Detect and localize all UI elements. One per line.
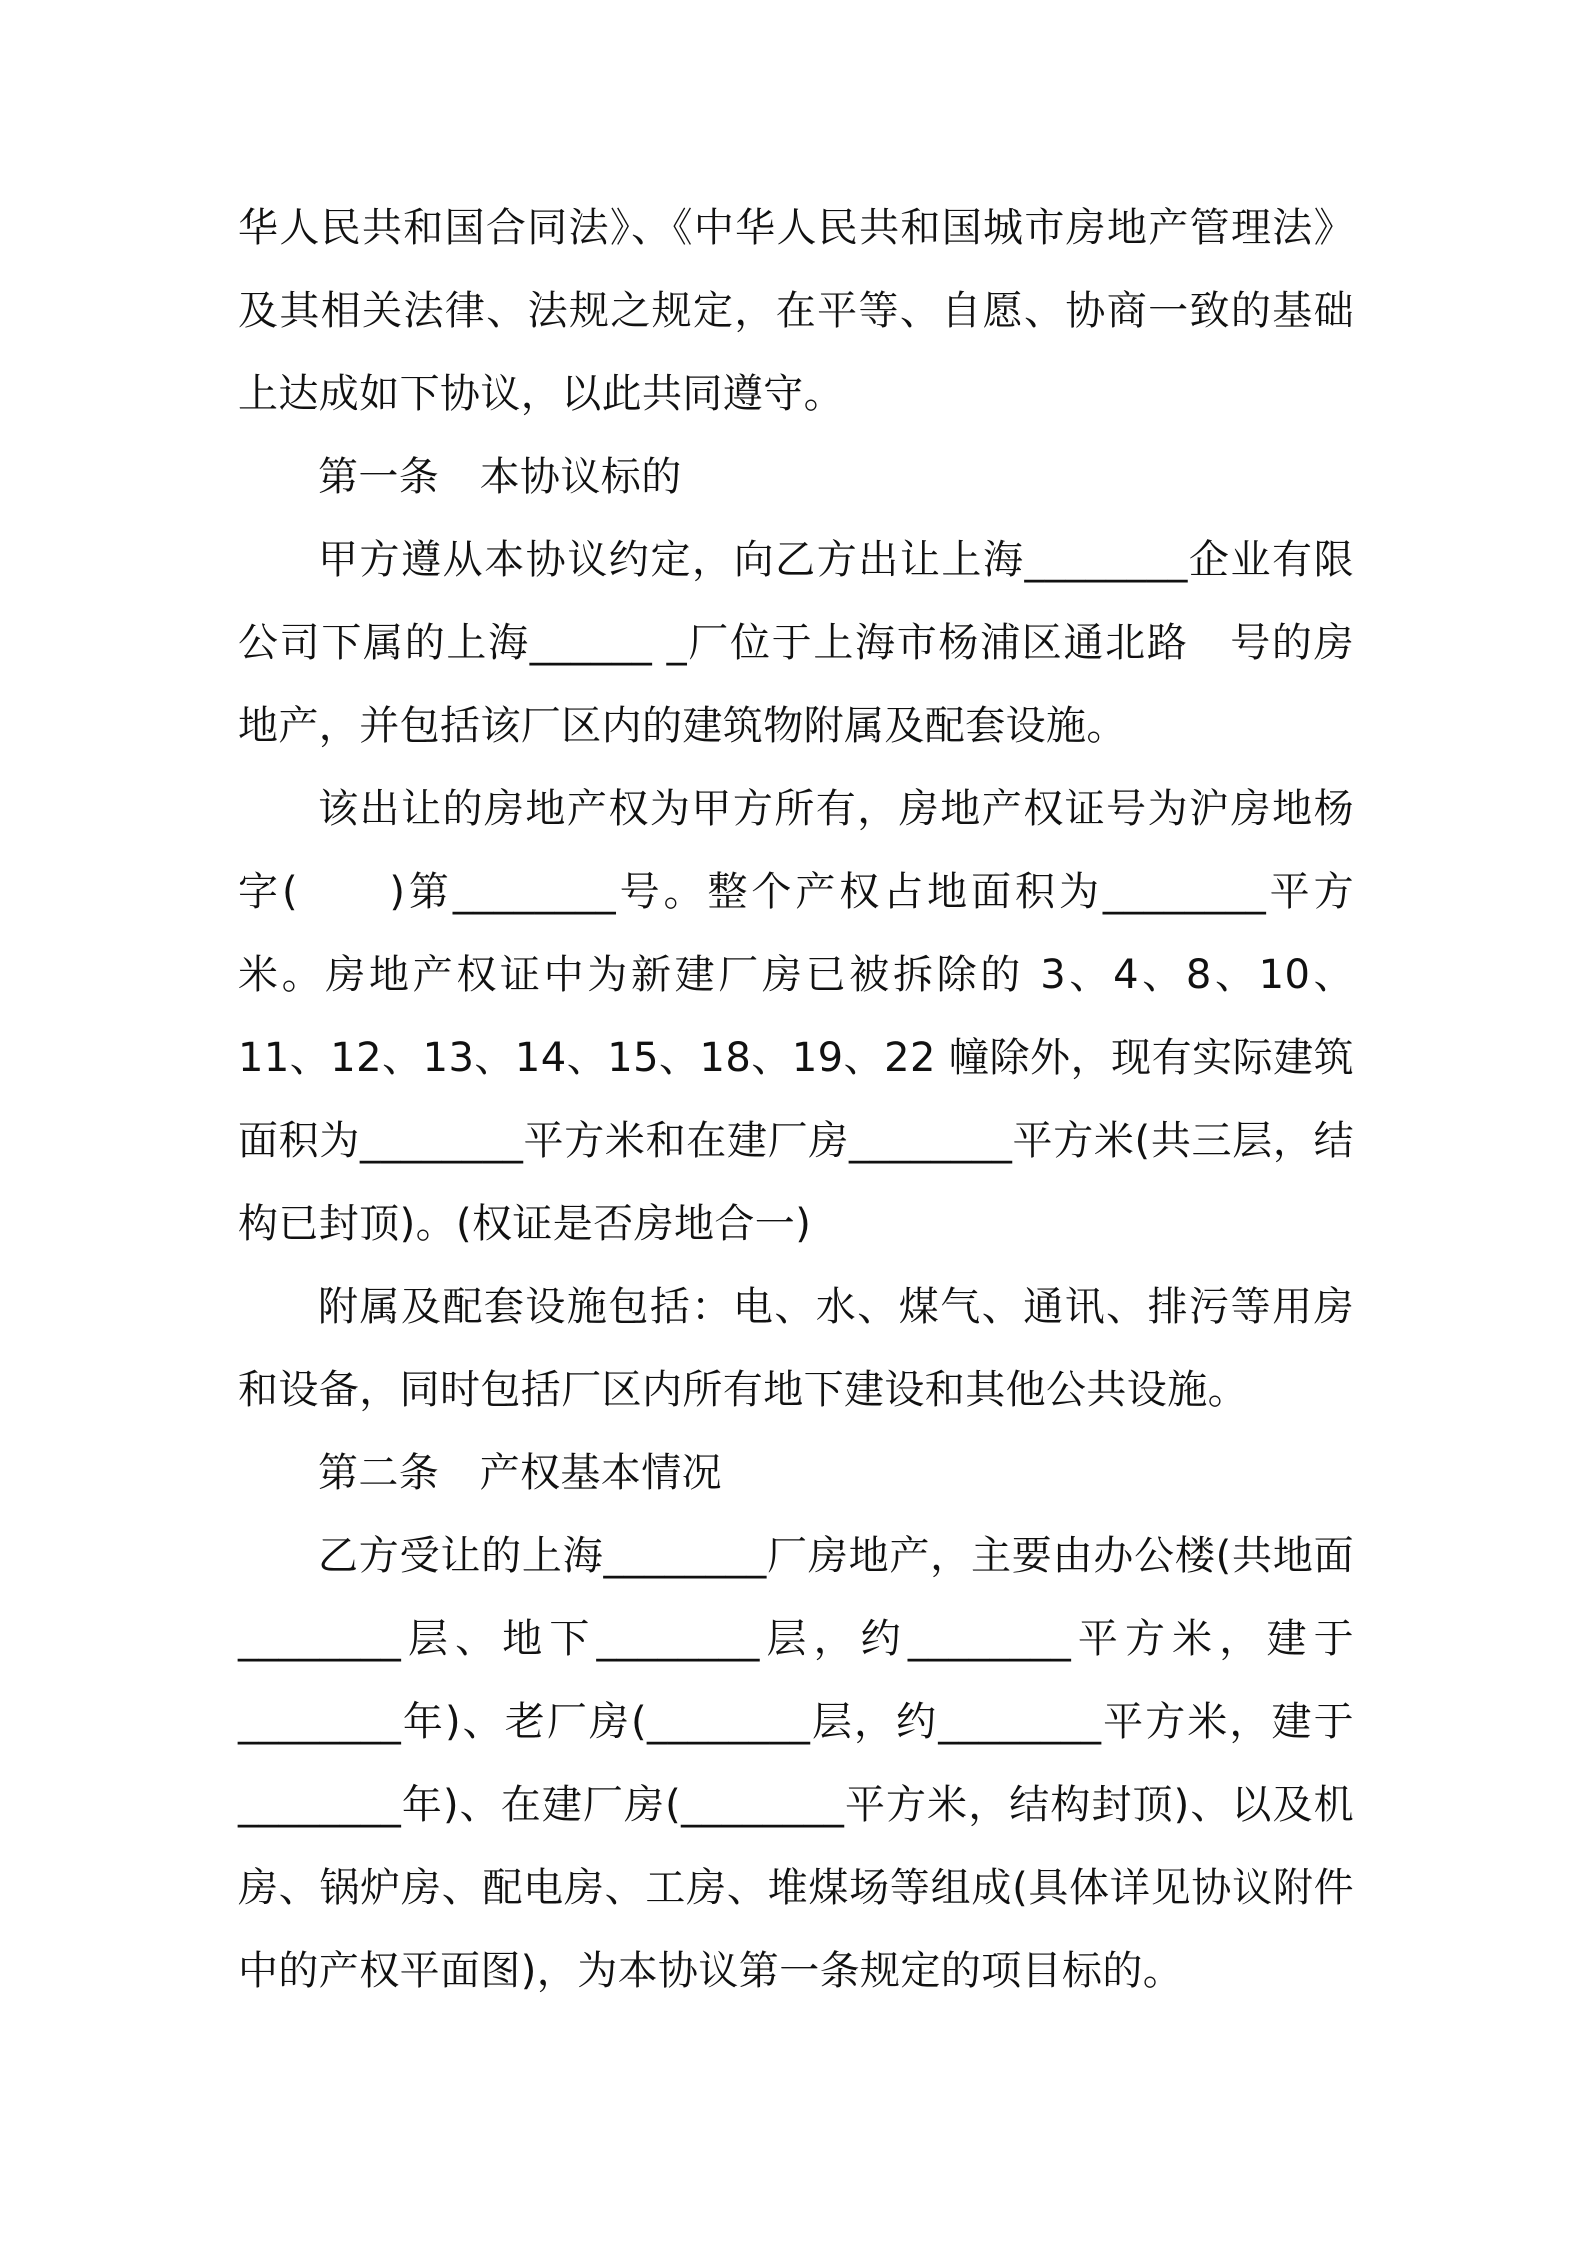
document-body (238, 187, 1354, 2013)
paragraph-preamble-continuation: 华人民共和国合同法》、《中华人民共和国城市房地产管理法》及其相关法律、法规之规定，在平等、自愿、协商一致的基础上达成如下协议，以此共同遵守。 (238, 205, 1354, 417)
article-2-heading: 第二条 产权基本情况 (318, 1450, 722, 1496)
article-1-heading: 第一条 本协议标的 (318, 454, 682, 500)
paragraph-property-rights: 该出让的房地产权为甲方所有，房地产权证号为沪房地杨字( )第________号。整个产权占地面积为________平方米。房地产权证中为新建厂房已被拆除的 3、4、8、10、11、12、13、14、15、18、19、22 幢除外，现有实际建筑面积为________平方米和在建厂房________平方米(共三层，结构已封顶)。(权证是否房地合一) (238, 786, 1354, 1247)
paragraph-property-composition: 乙方受让的上海________厂房地产，主要由办公楼(共地面________层、地下________层，约________平方米，建于________年)、老厂房(________层，约________平方米，建于________年)、在建厂房(________平方米，结构封顶)、以及机房、锅炉房、配电房、工房、堆煤场等组成(具体详见协议附件中的产权平面图)，为本协议第一条规定的项目标的。 (238, 1533, 1354, 1994)
paragraph-transfer-subject: 甲方遵从本协议约定，向乙方出让上海________企业有限公司下属的上海______ _厂位于上海市杨浦区通北路 号的房地产，并包括该厂区内的建筑物附属及配套设施。 (238, 537, 1354, 749)
paragraph-ancillary-facilities: 附属及配套设施包括：电、水、煤气、通讯、排污等用房和设备，同时包括厂区内所有地下建设和其他公共设施。 (238, 1284, 1354, 1413)
